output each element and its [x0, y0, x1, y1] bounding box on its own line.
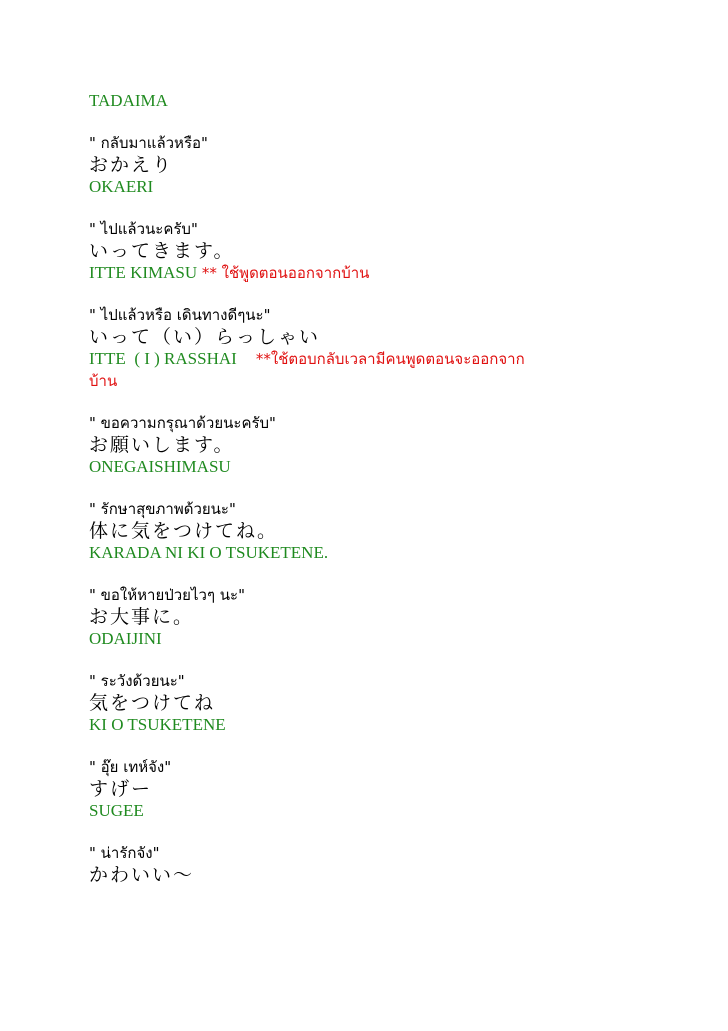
- usage-note: **ใช้ตอบกลับเวลามีคนพูดตอนจะออกจาก: [236, 350, 525, 368]
- romaji-line: SUGEE: [89, 801, 144, 820]
- romaji-with-note-line: [89, 348, 689, 370]
- document-page: [89, 90, 689, 886]
- spacer: [89, 478, 689, 498]
- romaji-line: OKAERI: [89, 177, 154, 196]
- romaji-line: ODAIJINI: [89, 629, 162, 648]
- romaji-line: TADAIMA: [89, 91, 168, 110]
- thai-line: " ขอให้หายป่วยไวๆ นะ": [89, 586, 245, 604]
- romaji-line: KI O TSUKETENE: [89, 715, 226, 734]
- thai-line: " ไปแล้วนะครับ": [89, 220, 198, 238]
- japanese-line: 気をつけてね: [89, 692, 216, 714]
- japanese-line: お願いします。: [89, 434, 235, 456]
- thai-line: " ขอความกรุณาด้วยนะครับ": [89, 414, 276, 432]
- spacer: [89, 284, 689, 304]
- thai-line: " ระวังด้วยนะ": [89, 672, 185, 690]
- thai-line: " อุ๊ย เทห์จัง": [89, 758, 172, 776]
- thai-line: " น่ารักจัง": [89, 844, 160, 862]
- usage-note: ** ใช้พูดตอนออกจากบ้าน: [197, 264, 370, 282]
- romaji-text: ITTE ( I ) RASSHAI: [89, 349, 237, 368]
- japanese-line: いってきます。: [89, 240, 235, 262]
- japanese-line: いって（い）らっしゃい: [89, 326, 321, 348]
- thai-line: " กลับมาแล้วหรือ": [89, 134, 208, 152]
- spacer: [89, 564, 689, 584]
- japanese-line: お大事に。: [89, 606, 195, 628]
- spacer: [89, 650, 689, 670]
- thai-line: " รักษาสุขภาพด้วยนะ": [89, 500, 236, 518]
- thai-line: " ไปแล้วหรือ เดินทางดีๆนะ": [89, 306, 271, 324]
- spacer: [89, 822, 689, 842]
- romaji-line: ONEGAISHIMASU: [89, 457, 231, 476]
- spacer: [89, 392, 689, 412]
- spacer: [89, 736, 689, 756]
- romaji-with-note-line: [89, 262, 689, 284]
- japanese-line: すげー: [89, 778, 153, 800]
- romaji-line: KARADA NI KI O TSUKETENE.: [89, 543, 329, 562]
- usage-note-continued: บ้าน: [89, 372, 118, 390]
- japanese-line: かわいい～: [89, 864, 195, 886]
- japanese-line: おかえり: [89, 154, 174, 176]
- spacer: [89, 198, 689, 218]
- japanese-line: 体に気をつけてね。: [89, 520, 279, 542]
- romaji-text: ITTE KIMASU: [89, 263, 198, 282]
- spacer: [89, 112, 689, 132]
